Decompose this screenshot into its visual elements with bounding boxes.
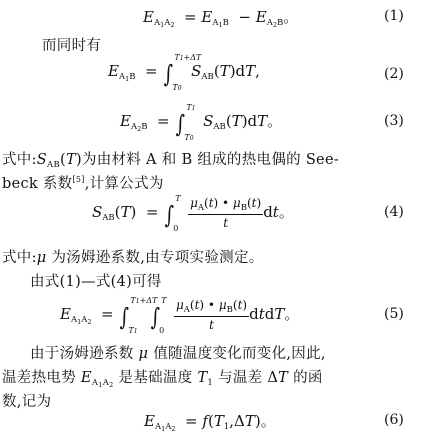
paragraph-4-line-3: 数,记为: [2, 394, 52, 410]
equation-1-number: (1): [384, 8, 404, 24]
paragraph-4-line-1: 由于汤姆逊系数 μ 值随温度变化而变化,因此,: [30, 346, 326, 362]
equation-3: $E_{A_2B}$ = ∫ T1 T0 $S_{AB}(T)dT$。: [120, 103, 283, 142]
paragraph-4-text-f: 的函: [293, 370, 323, 386]
paragraph-2-text: 为汤姆逊系数,由专项实验测定。: [46, 250, 264, 266]
equation-5: $E_{A_1A_2}$ = ∫ T1+ΔT T1 ∫ T 0 $\frac{\mu_A(t) • \mu_B(t)}{t}$ dtdT。: [60, 296, 300, 335]
citation-ref: [5]: [72, 175, 85, 185]
paragraph-1-line-2: [2, 172, 164, 193]
paragraph-same-time: 而同时有: [42, 38, 102, 54]
label-shizhong: 式中:: [2, 152, 37, 168]
equation-6: $E_{A_1A_2} = f(T_1,\Delta T)$。: [144, 412, 276, 433]
paragraph-4-text-b: 值随温度变化而变化,因此,: [153, 346, 326, 362]
paragraph-4-text-d: 是基础温度: [118, 370, 193, 386]
paragraph-2: 式中:μ 为汤姆逊系数,由专项实验测定。: [2, 250, 264, 266]
equation-1: $E_{A_1A_2} = E_{A_1B} - E_{A_2B}$。: [143, 8, 299, 29]
equation-2-number: (2): [384, 66, 404, 82]
equation-5-number: (5): [384, 306, 404, 322]
paragraph-3: 由式(1)—式(4)可得: [30, 274, 162, 290]
equation-4: $S_{AB}(T)$ = ∫ T 0 $\frac{\mu_A(t) • \mu_B(t)}{t}$ dt。: [92, 194, 294, 233]
paragraph-1-text: 为由材料 A 和 B 组成的热电偶的 See-: [81, 152, 340, 168]
equation-2: $E_{A_1B}$ = ∫ T1+ΔT T0 $S_{AB}(T)dT$,: [108, 53, 260, 92]
equation-3-number: (3): [384, 113, 404, 129]
equation-6-number: (6): [384, 412, 404, 428]
paragraph-4-text-c: 温差热电势: [2, 370, 76, 386]
paragraph-4-text-a: 由于汤姆逊系数: [30, 346, 134, 362]
paragraph-1-seebeck: beck 系数: [2, 176, 73, 192]
paragraph-4-line-2: 温差热电势 $E_{A_1A_2}$ 是基础温度 $T_1$ 与温差 ΔT 的函: [2, 370, 323, 389]
paragraph-1-line-1: 式中$:S_{AB}(T)$为由材料 A 和 B 组成的热电偶的 See-: [2, 152, 340, 170]
label-shizhong-2: 式中:: [2, 250, 37, 266]
paragraph-4-text-e: 与温差: [218, 370, 263, 386]
equation-4-number: (4): [384, 204, 404, 220]
paragraph-1-tail: ,计算公式为: [84, 176, 164, 192]
